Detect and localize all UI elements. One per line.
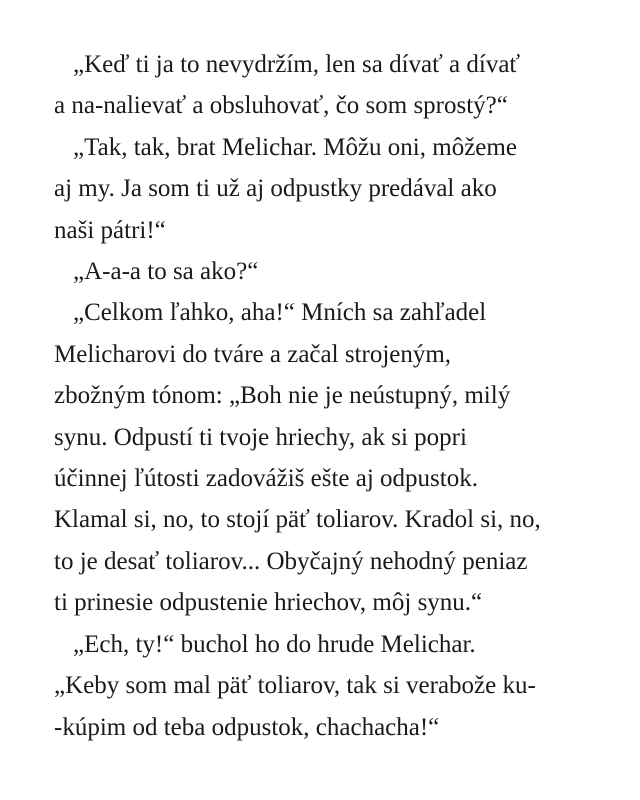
- text-page: [54, 44, 594, 748]
- text-line-12: Klamal si, no, to stojí päť toliarov. Kradol si, no,: [54, 506, 541, 534]
- text-line-6: „A-a-a to sa ako?“: [73, 258, 259, 286]
- text-line-14: ti prinesie odpustenie hriechov, môj synu.“: [54, 589, 483, 617]
- text-line-17: -kúpim od teba odpustok, chachacha!“: [54, 713, 440, 741]
- text-line-2: a na-nalievať a obsluhovať, čo som sprostý?“: [54, 92, 508, 120]
- text-line-5: naši pátri!“: [54, 216, 166, 244]
- text-line-10: synu. Odpustí ti tvoje hriechy, ak si popri: [54, 423, 467, 451]
- text-line-1: „Keď ti ja to nevydržím, len sa dívať a dívať: [73, 51, 521, 78]
- text-line-7: „Celkom ľahko, aha!“ Mních sa zahľadel: [73, 299, 487, 327]
- text-line-8: Melicharovi do tváre a začal strojeným,: [54, 340, 452, 368]
- text-line-4: aj my. Ja som ti už aj odpustky predával ako: [54, 175, 497, 203]
- text-line-13: to je desať toliarov... Obyčajný nehodný peniaz: [54, 547, 528, 575]
- text-line-9: zbožným tónom: „Boh nie je neústupný, milý: [54, 382, 511, 410]
- text-line-16: „Keby som mal päť toliarov, tak si verabože ku-: [54, 672, 536, 700]
- text-line-11: účinnej ľútosti zadovážiš ešte aj odpustok.: [54, 465, 478, 493]
- text-line-3: „Tak, tak, brat Melichar. Môžu oni, môžeme: [73, 133, 517, 161]
- text-line-15: „Ech, ty!“ buchol ho do hrude Melichar.: [73, 630, 476, 658]
